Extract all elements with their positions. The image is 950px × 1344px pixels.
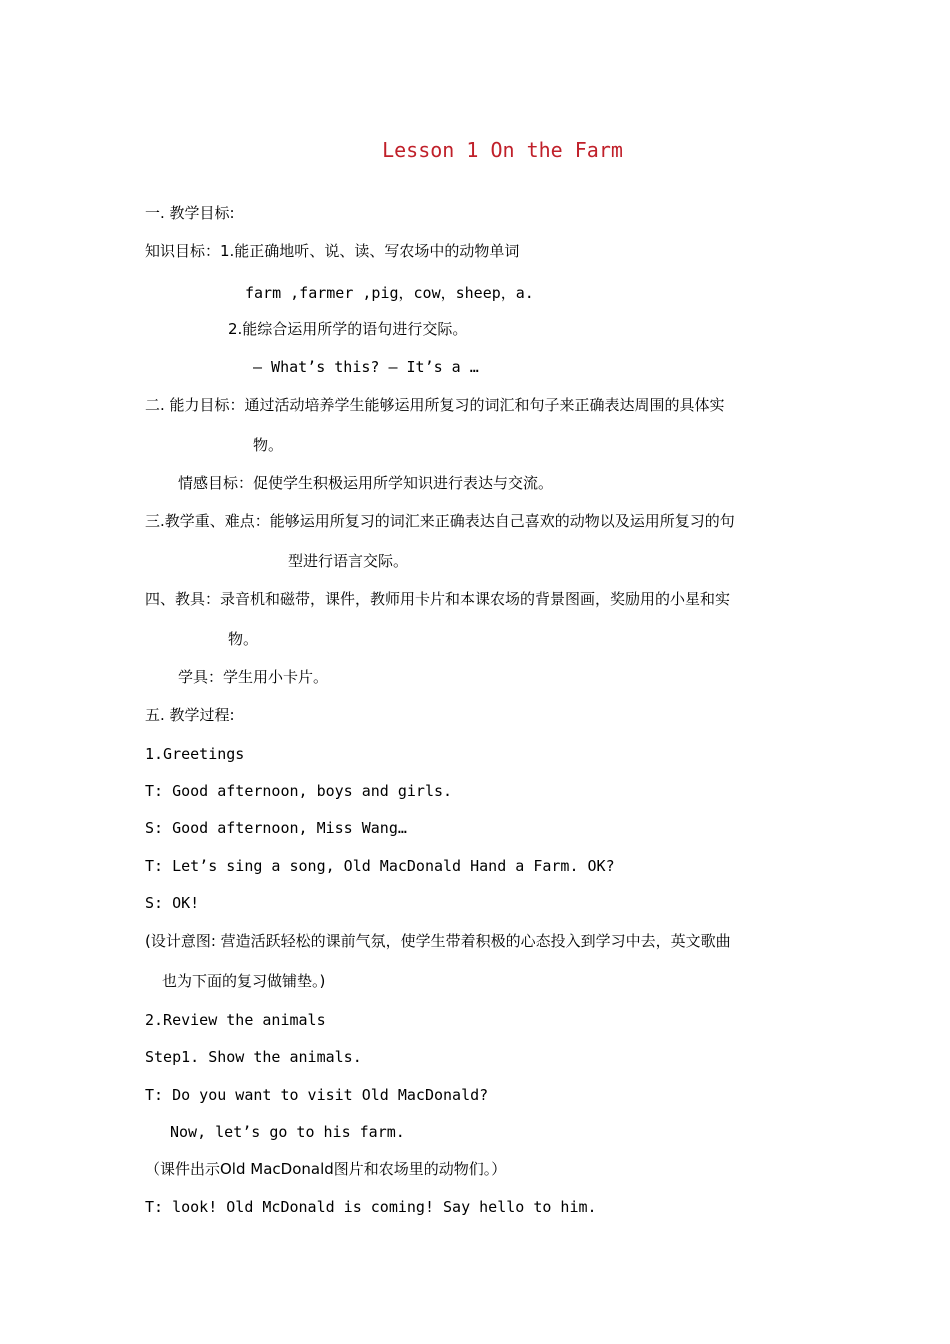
vocabulary-words: farm ,farmer ,pig，cow，sheep，a. (245, 284, 534, 302)
courseware-note: （课件出示Old MacDonald图片和农场里的动物们。） (145, 1160, 507, 1178)
section-5-heading: 五. 教学过程: (145, 706, 235, 724)
step-greetings: 1.Greetings (145, 745, 245, 763)
design-intent-continuation: 也为下面的复习做铺垫。) (162, 972, 326, 990)
section-4-continuation: 物。 (228, 630, 259, 648)
dialogue-line: Now, let’s go to his farm. (170, 1123, 405, 1141)
section-3-continuation: 型进行语言交际。 (288, 552, 409, 570)
dialogue-line: T: look! Old McDonald is coming! Say hello to him. (145, 1198, 597, 1216)
dialogue-line: S: Good afternoon, Miss Wang… (145, 819, 407, 837)
section-4-heading: 四、教具：录音机和磁带，课件，教师用卡片和本课农场的背景图画，奖励用的小星和实 (145, 590, 731, 608)
design-intent: (设计意图: 营造活跃轻松的课前气氛，使学生带着积极的心态投入到学习中去，英文歌曲 (145, 932, 731, 950)
sentence-pattern: — What’s this? — It’s a … (253, 358, 479, 376)
step-review: 2.Review the animals (145, 1011, 326, 1029)
knowledge-goal-1: 知识目标：1.能正确地听、说、读、写农场中的动物单词 (145, 242, 520, 260)
section-2-continuation: 物。 (253, 436, 284, 454)
step-1: Step1. Show the animals. (145, 1048, 362, 1066)
dialogue-line: T: Do you want to visit Old MacDonald? (145, 1086, 489, 1104)
document-title: Lesson 1 On the Farm (382, 138, 623, 162)
emotion-goal: 情感目标：促使学生积极运用所学知识进行表达与交流。 (178, 474, 554, 492)
knowledge-goal-2: 2.能综合运用所学的语句进行交际。 (228, 320, 468, 338)
section-3-heading: 三.教学重、难点：能够运用所复习的词汇来正确表达自己喜欢的动物以及运用所复习的句 (145, 512, 735, 530)
section-2-heading: 二. 能力目标：通过活动培养学生能够运用所复习的词汇和句子来正确表达周围的具体实 (145, 396, 725, 414)
dialogue-line: T: Let’s sing a song, Old MacDonald Hand a Farm. OK? (145, 857, 615, 875)
student-materials: 学具：学生用小卡片。 (178, 668, 329, 686)
dialogue-line: S: OK! (145, 894, 200, 912)
section-1-heading: 一. 教学目标: (145, 204, 235, 222)
dialogue-line: T: Good afternoon, boys and girls. (145, 782, 453, 800)
